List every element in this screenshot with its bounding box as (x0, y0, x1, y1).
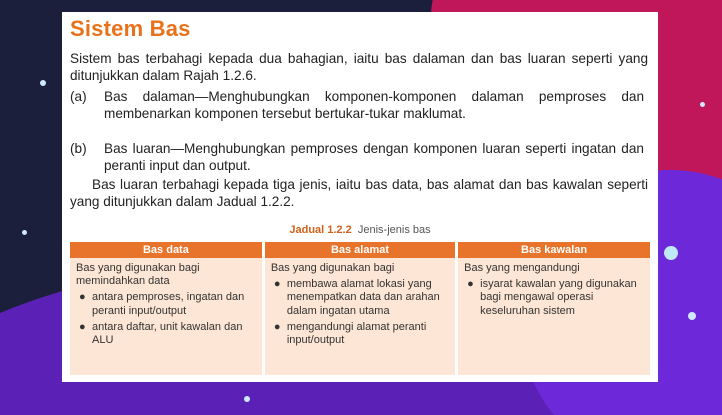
table-header-row (70, 242, 650, 258)
intro-paragraph: Sistem bas terbahagi kepada dua bahagian, iaitu bas dalaman dan bas luaran seperti yang ditunjukkan dalam Rajah 1.2.6. (70, 51, 648, 83)
bullet-item (271, 321, 449, 347)
bullet-list (464, 278, 644, 318)
bullet-text: antara daftar, unit kawalan dan ALU (92, 320, 243, 347)
cell-intro: Bas yang digunakan bagi (270, 262, 395, 274)
bullet-icon: ● (79, 291, 86, 304)
bullet-item (464, 278, 644, 318)
table-title: Jenis-jenis bas (357, 224, 431, 236)
decor-dot (664, 246, 678, 260)
bullet-icon: ● (273, 278, 281, 291)
bullet-item (76, 291, 256, 317)
table-row (70, 258, 650, 375)
cell-bas-alamat (263, 258, 456, 375)
bus-types-table (70, 242, 650, 375)
bullet-text: membawa alamat lokasi yang menempatkan data dan arahan dalam ingatan utama (286, 278, 440, 317)
body-paragraph: Bas luaran terbahagi kepada tiga jenis, iaitu bas data, bas alamat dan bas kawalan seperti yang ditunjukkan dalam Jadual 1.2.2. (70, 177, 648, 209)
list-item-text: Bas luaran—Menghubungkan pemproses dengan komponen luaran seperti ingatan dan peranti input dan output. (104, 141, 644, 173)
page-title: Sistem Bas (70, 16, 191, 41)
header-bas-data: Bas data (70, 242, 263, 258)
table-number: Jadual 1.2.2 (289, 224, 352, 236)
bullet-item (76, 321, 256, 347)
decor-dot (688, 312, 696, 320)
cell-intro: Bas yang mengandungi (464, 262, 580, 274)
bullet-icon: ● (467, 278, 474, 291)
header-bas-alamat: Bas alamat (263, 242, 456, 258)
decor-dot (244, 396, 250, 402)
bullet-text: antara pemproses, ingatan dan peranti input/output (92, 291, 245, 317)
cell-bas-kawalan (457, 258, 650, 375)
bullet-list (271, 278, 449, 347)
decor-dot (22, 230, 27, 235)
bullet-icon: ● (79, 320, 86, 333)
list-item-text: Bas dalaman—Menghubungkan komponen-komponen dalaman pemproses dan membenarkan komponen tersebut bertukar-tukar maklumat. (104, 89, 644, 121)
bullet-text: isyarat kawalan yang digunakan bagi mengawal operasi keseluruhan sistem (480, 278, 637, 317)
cell-bas-data (70, 258, 263, 375)
header-bas-kawalan: Bas kawalan (457, 242, 650, 258)
cell-intro: Bas yang digunakan bagi memindahkan data (76, 262, 200, 288)
document-page (62, 12, 658, 382)
bullet-item (271, 278, 449, 318)
bullet-text: mengandungi alamat peranti input/output (286, 320, 427, 347)
bullet-list (76, 291, 256, 347)
list-item-label: (a) (70, 89, 87, 104)
bullet-icon: ● (273, 320, 281, 333)
decor-dot (40, 80, 46, 86)
list-item-label: (b) (70, 141, 87, 156)
decor-dot (700, 102, 705, 107)
table-caption (62, 224, 658, 236)
